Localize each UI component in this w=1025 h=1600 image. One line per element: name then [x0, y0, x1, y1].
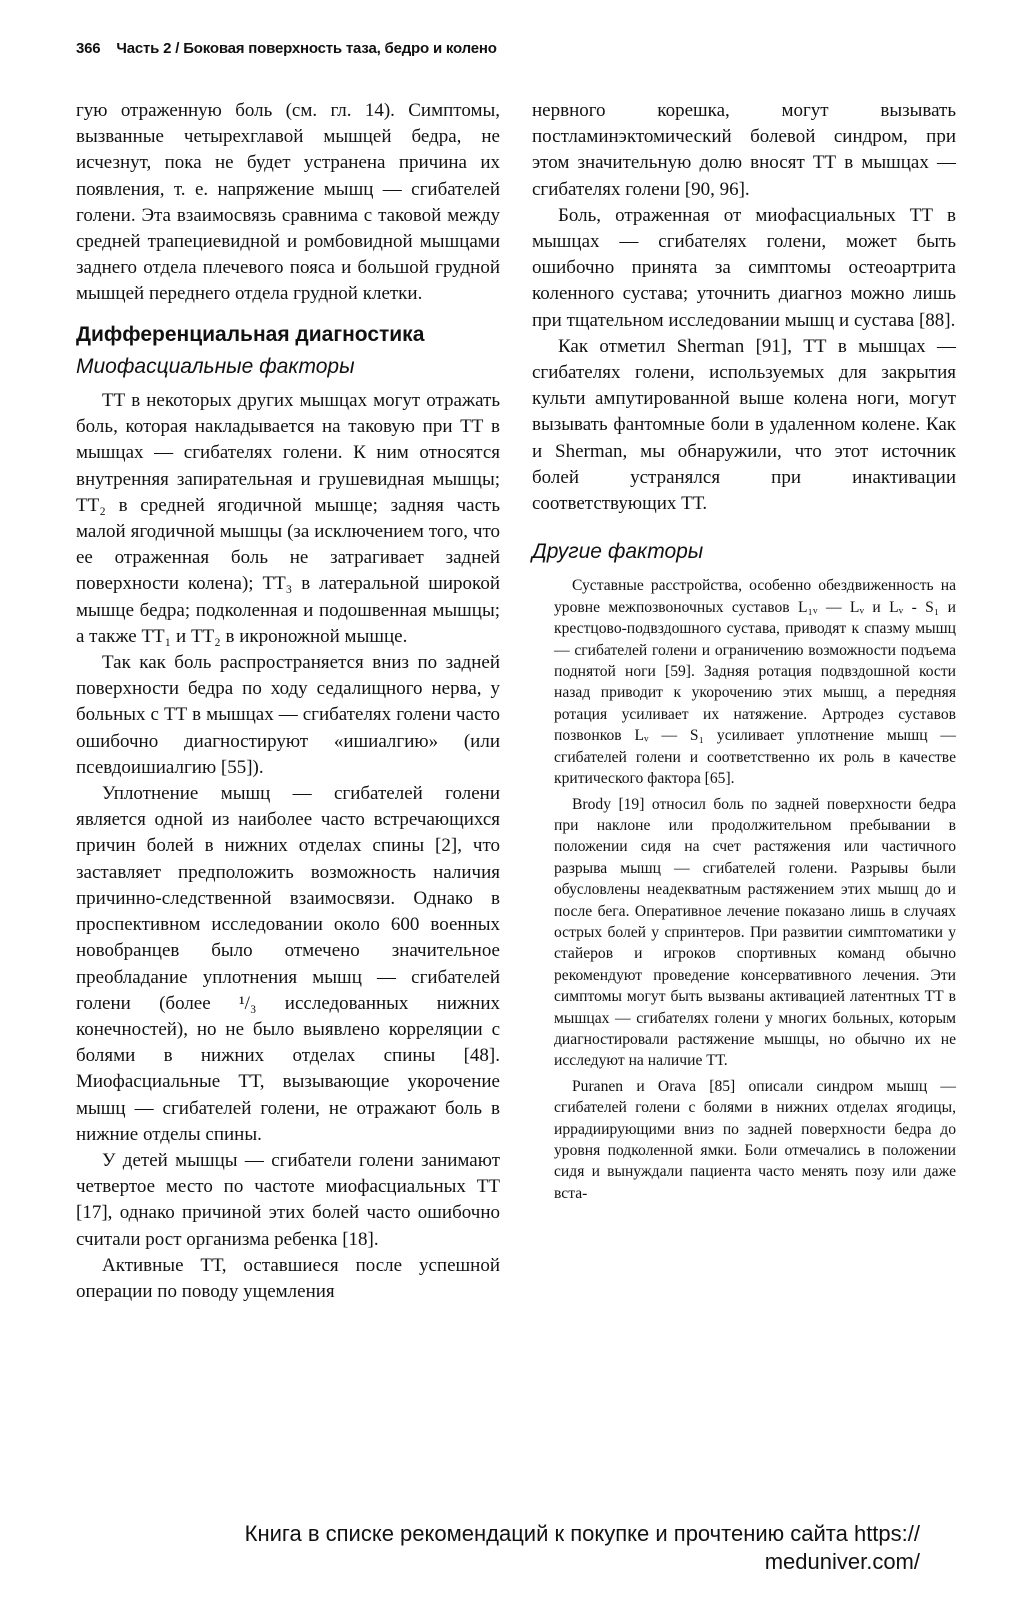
- right-column: [532, 98, 956, 1208]
- paragraph: Боль, отраженная от миофасциальных ТТ в мышцах — сгибателях голени, может быть ошибочно принята за симптомы остеоартрита коленного сустава; уточнить диагноз можно лишь при тщательном исследовании мышц и сустава [88].: [532, 204, 956, 331]
- paragraph: нервного корешка, могут вызывать постламинэктомический болевой синдром, при этом значительную долю вносят ТТ в мышцах — сгибателях голени [90, 96].: [532, 100, 956, 200]
- section-title: Дифференциальная диагностика: [76, 322, 425, 346]
- small-paragraph: Суставные расстройства, особенно обездвиженность на уровне межпозвоночных суставов L₁ᵥ — Lᵥ и Lᵥ - S₁ и крестцово-подвздошного сустава, приводят к спазму мышц — сгибателей голени и ограничению возможности подъема поднятой ноги [59]. Задняя ротация подвздошной кости назад приводит к укорочению этих мышц, а передняя ротация усиливает их натяжение. Артродез суставов позвонков Lᵥ — S₁ усиливает уплотнение мышц — сгибателей голени и соответственно их роль в качестве критического фактора [65].: [554, 577, 956, 788]
- small-paragraph: Brody [19] относил боль по задней поверхности бедра при наклоне или продолжительном пребывании в положении сидя на счет растяжения или частичного разрыва мышц — сгибателей голени. Разрывы были обусловлены неадекватным растяжением этих мышц до и после бега. Оперативное лечение показано лишь в случаях острых болей у спринтеров. При развитии симптоматики у стайеров и игроков спортивных команд обычно рекомендуют проведение консервативного лечения. Эти симптомы могут быть вызваны активацией латентных ТТ в мышцах — сгибателях голени у многих больных, которым диагностировали растяжение мышцы, но обычно их не исследуют на наличие ТТ.: [554, 795, 956, 1070]
- paragraph: У детей мышцы — сгибатели голени занимают четвертое место по частоте миофасциальных ТТ [17], однако причиной этих болей часто ошибочно считали рост организма ребенка [18].: [76, 1149, 500, 1250]
- subsection-title: Другие факторы: [532, 540, 704, 564]
- footer-line: meduniver.com/: [764, 1549, 920, 1574]
- running-title: Часть 2 / Боковая поверхность таза, бедро и колено: [116, 40, 497, 57]
- paragraph: Так как боль распространяется вниз по задней поверхности бедра по ходу седалищного нерва, у больных с ТТ в мышцах — сгибателях голени часто ошибочно диагностируют «ишиалгию» (или псевдоишиалгию [55]).: [76, 652, 500, 778]
- small-print-block: [532, 575, 956, 1204]
- paragraph: гую отраженную боль (см. гл. 14). Симптомы, вызванные четырехглавой мышцей бедра, не исчезнут, пока не будет устранена причина их появления, т. е. напряжение мышц — сгибателей голени. Эта взаимосвязь сравнима с таковой между средней трапециевидной и ромбовидной мышцами заднего отдела плечевого пояса и большой грудной мышцей переднего отдела грудной клетки.: [76, 100, 500, 305]
- small-paragraph: Puranen и Orava [85] описали синдром мышц — сгибателей голени с болями в нижних отделах ягодицы, иррадиирующими вниз по задней поверхности бедра до уровня подколенной ямки. Боли отмечались в положении сидя и вынуждали пациента часто менять позу или даже вста-: [554, 1077, 956, 1202]
- page-number: 366: [76, 40, 101, 57]
- running-head: [76, 40, 497, 57]
- footer-line: Книга в списке рекомендаций к покупке и прочтению сайта https://: [244, 1521, 920, 1546]
- paragraph: ТТ в некоторых других мышцах могут отражать боль, которая накладывается на таковую при ТТ в мышцах — сгибателях голени. К ним относятся внутренняя запирательная и грушевидная мышцы; ТТ₂ в средней ягодичной мышце; задняя часть малой ягодичной мышцы (за исключением того, что ее отраженная боль не затрагивает задней поверхности колена); ТТ₃ в латеральной широкой мышце бедра; подколенная и подошвенная мышцы; а также ТТ₁ и ТТ₂ в икроножной мышце.: [76, 390, 500, 647]
- left-column: [76, 98, 500, 1305]
- paragraph: Активные ТТ, оставшиеся после успешной операции по поводу ущемления: [76, 1254, 500, 1302]
- subsection-title: Миофасциальные факторы: [76, 354, 355, 378]
- paragraph: Как отметил Sherman [91], ТТ в мышцах — сгибателях голени, используемых для закрытия культи ампутированной выше колена ноги, могут вызывать фантомные боли в удаленном колене. Как и Sherman, мы обнаружили, что этот источник болей устранялся при инактивации соответствующих ТТ.: [532, 335, 956, 515]
- paragraph: Уплотнение мышц — сгибателей голени является одной из наиболее часто встречающихся причин болей в нижних отделах спины [2], что заставляет предположить возможность наличия причинно-следственной взаимосвязи. Однако в проспективном исследовании около 600 военных новобранцев было отмечено значительное преобладание уплотнения мышц — сгибателей голени (более ¹/₃ исследованных нижних конечностей), но не было выявлено корреляции с болями в нижних отделах спины [48]. Миофасциальные ТТ, вызывающие укорочение мышц — сгибателей голени, не отражают боль в нижние отделы спины.: [76, 783, 500, 1145]
- footer-note: [170, 1520, 920, 1576]
